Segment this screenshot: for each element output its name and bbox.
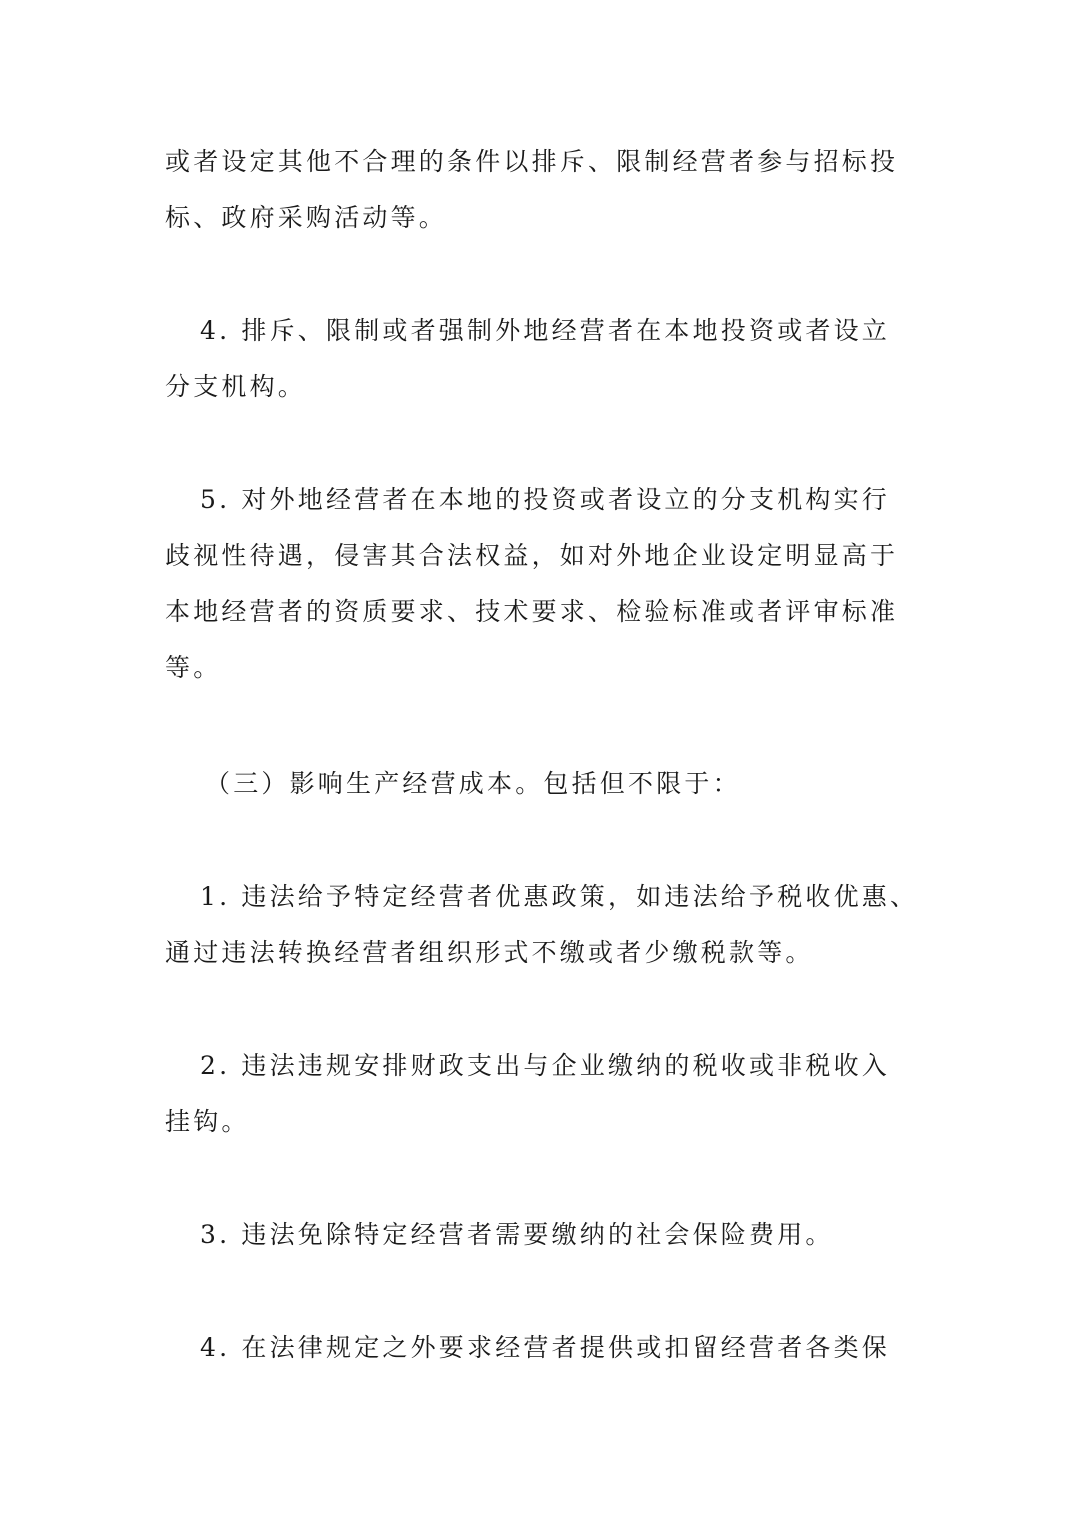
paragraph-line: 挂钩。 xyxy=(165,1107,250,1136)
list-item-first-line: 4. 在法律规定之外要求经营者提供或扣留经营者各类保 xyxy=(200,1333,891,1362)
list-item-first-line: 3. 违法免除特定经营者需要缴纳的社会保险费用。 xyxy=(200,1220,834,1249)
paragraph-line: 等。 xyxy=(165,653,222,682)
paragraph-line: 本地经营者的资质要求、技术要求、检验标准或者评审标准 xyxy=(165,597,899,626)
paragraph-line: 分支机构。 xyxy=(165,372,307,401)
paragraph-line: 标、政府采购活动等。 xyxy=(165,203,448,232)
paragraph-line: 或者设定其他不合理的条件以排斥、限制经营者参与招标投 xyxy=(165,147,899,176)
section-heading: （三）影响生产经营成本。包括但不限于： xyxy=(205,769,741,798)
list-item-first-line: 5. 对外地经营者在本地的投资或者设立的分支机构实行 xyxy=(200,485,891,514)
paragraph-line: 歧视性待遇，侵害其合法权益，如对外地企业设定明显高于 xyxy=(165,541,899,570)
list-item-first-line: 2. 违法违规安排财政支出与企业缴纳的税收或非税收入 xyxy=(200,1051,891,1080)
list-item-first-line: 1. 违法给予特定经营者优惠政策，如违法给予税收优惠、 xyxy=(200,882,919,911)
paragraph-line: 通过违法转换经营者组织形式不缴或者少缴税款等。 xyxy=(165,938,814,967)
list-item-first-line: 4. 排斥、限制或者强制外地经营者在本地投资或者设立 xyxy=(200,316,891,345)
